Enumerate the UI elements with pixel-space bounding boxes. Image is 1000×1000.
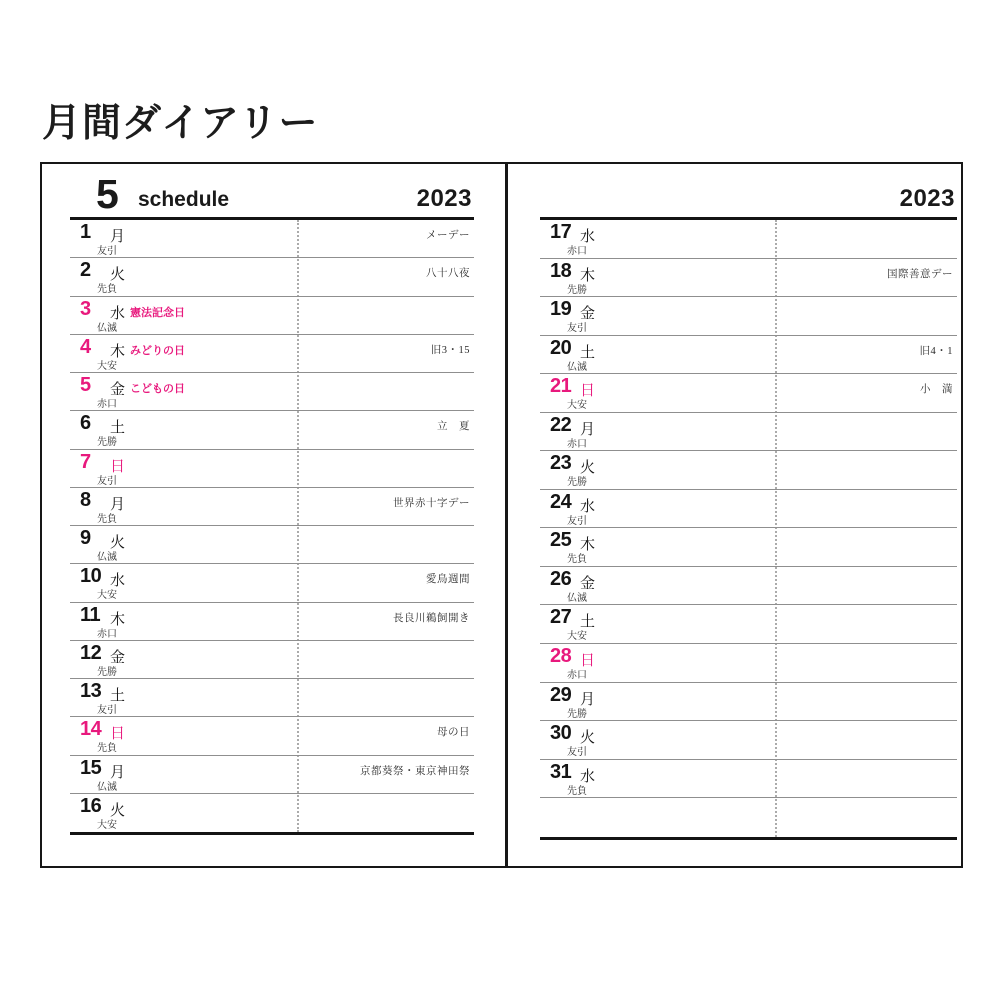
rokuyo-label: 友引 bbox=[97, 475, 117, 487]
day-row bbox=[540, 644, 957, 683]
day-number: 1 bbox=[80, 221, 91, 243]
rokuyo-label: 仏滅 bbox=[97, 322, 117, 334]
rokuyo-label: 友引 bbox=[567, 515, 587, 527]
event-label: 小 満 bbox=[920, 384, 953, 396]
weekday-label: 木 bbox=[110, 343, 126, 360]
rokuyo-label: 赤口 bbox=[567, 438, 587, 450]
weekday-label: 日 bbox=[580, 383, 596, 400]
day-row bbox=[70, 297, 474, 335]
rokuyo-label: 大安 bbox=[97, 590, 117, 602]
rokuyo-label: 先負 bbox=[567, 554, 587, 566]
day-number: 29 bbox=[550, 683, 572, 706]
day-number: 14 bbox=[80, 718, 102, 741]
day-row bbox=[540, 297, 957, 336]
weekday-label: 水 bbox=[110, 305, 126, 322]
day-number: 30 bbox=[550, 722, 572, 745]
rokuyo-label: 赤口 bbox=[567, 246, 587, 257]
day-row bbox=[70, 488, 474, 526]
day-number: 23 bbox=[550, 452, 572, 475]
day-row bbox=[540, 374, 957, 413]
day-row bbox=[540, 760, 957, 799]
rokuyo-label: 赤口 bbox=[567, 670, 587, 682]
day-row bbox=[70, 373, 474, 411]
day-number: 27 bbox=[550, 606, 572, 629]
day-number: 25 bbox=[550, 529, 572, 552]
day-row bbox=[70, 258, 474, 296]
rokuyo-label: 仏滅 bbox=[567, 361, 587, 373]
event-label: 旧3・15 bbox=[430, 344, 470, 356]
event-label: 長良川鵜飼開き bbox=[393, 612, 470, 624]
rokuyo-label: 大安 bbox=[567, 400, 587, 412]
rokuyo-label: 先負 bbox=[97, 284, 117, 296]
empty-row bbox=[540, 798, 957, 837]
day-number: 18 bbox=[550, 259, 572, 282]
day-row bbox=[540, 220, 957, 259]
diary-spread bbox=[40, 162, 963, 868]
day-row bbox=[540, 567, 957, 606]
rokuyo-label: 先勝 bbox=[567, 477, 587, 489]
day-number: 13 bbox=[80, 680, 102, 702]
day-number: 7 bbox=[80, 450, 91, 473]
day-row bbox=[70, 603, 474, 641]
weekday-label: 日 bbox=[580, 653, 596, 670]
schedule-label: schedule bbox=[138, 188, 230, 211]
rokuyo-label: 先勝 bbox=[567, 708, 587, 720]
day-number: 31 bbox=[550, 760, 572, 783]
weekday-label: 火 bbox=[580, 460, 596, 477]
rokuyo-label: 友引 bbox=[97, 246, 117, 257]
weekday-label: 金 bbox=[110, 382, 126, 398]
rokuyo-label: 先負 bbox=[97, 513, 117, 525]
day-number: 12 bbox=[80, 641, 102, 664]
right-page bbox=[540, 164, 957, 840]
rokuyo-label: 赤口 bbox=[97, 628, 117, 640]
day-number: 17 bbox=[550, 221, 572, 243]
weekday-label: 月 bbox=[110, 229, 126, 245]
left-page-header bbox=[70, 164, 474, 220]
day-row bbox=[70, 794, 474, 832]
day-row bbox=[70, 220, 474, 258]
event-label: 世界赤十字デー bbox=[393, 497, 470, 509]
event-label: 国際善意デー bbox=[887, 268, 953, 280]
day-row bbox=[70, 450, 474, 488]
day-row bbox=[70, 679, 474, 717]
day-row bbox=[540, 683, 957, 722]
day-number: 19 bbox=[550, 298, 572, 321]
rokuyo-label: 友引 bbox=[567, 323, 587, 335]
day-number: 22 bbox=[550, 413, 572, 436]
rokuyo-label: 大安 bbox=[97, 360, 117, 372]
day-number: 2 bbox=[80, 259, 91, 282]
day-number: 21 bbox=[550, 375, 572, 398]
month-number: 5 bbox=[96, 171, 119, 217]
page-title: 月間ダイアリー bbox=[42, 102, 319, 145]
day-number: 26 bbox=[550, 567, 572, 590]
rokuyo-label: 仏滅 bbox=[567, 592, 587, 604]
holiday-label: 憲法記念日 bbox=[130, 306, 185, 319]
event-label: 立 夏 bbox=[437, 421, 470, 433]
day-number: 9 bbox=[80, 527, 91, 549]
year-label: 2023 bbox=[899, 185, 955, 212]
weekday-label: 土 bbox=[580, 344, 596, 361]
weekday-label: 日 bbox=[110, 726, 126, 743]
weekday-label: 金 bbox=[110, 649, 126, 666]
day-number: 24 bbox=[550, 490, 572, 513]
weekday-label: 火 bbox=[580, 730, 596, 747]
rokuyo-label: 先負 bbox=[567, 785, 587, 797]
rokuyo-label: 赤口 bbox=[97, 399, 117, 410]
weekday-label: 水 bbox=[580, 498, 596, 515]
day-row bbox=[540, 259, 957, 298]
weekday-label: 土 bbox=[110, 420, 126, 437]
event-label: メーデー bbox=[426, 230, 470, 241]
year-label: 2023 bbox=[416, 185, 472, 212]
rokuyo-label: 仏滅 bbox=[97, 781, 117, 793]
left-page bbox=[70, 164, 474, 835]
weekday-label: 月 bbox=[580, 421, 596, 438]
event-label: 八十八夜 bbox=[426, 268, 470, 280]
weekday-label: 木 bbox=[580, 267, 596, 284]
day-number: 20 bbox=[550, 336, 572, 359]
weekday-label: 水 bbox=[580, 768, 596, 785]
weekday-label: 水 bbox=[110, 573, 126, 590]
weekday-label: 木 bbox=[580, 537, 596, 554]
day-row bbox=[70, 335, 474, 373]
rokuyo-label: 先勝 bbox=[97, 666, 117, 678]
holiday-label: こどもの日 bbox=[130, 383, 185, 395]
day-row bbox=[540, 413, 957, 452]
day-row bbox=[70, 411, 474, 449]
right-day-table bbox=[540, 220, 957, 840]
day-number: 8 bbox=[80, 488, 91, 511]
day-number: 5 bbox=[80, 374, 91, 396]
rokuyo-label: 大安 bbox=[567, 631, 587, 643]
event-label: 京都葵祭・東京神田祭 bbox=[360, 765, 470, 777]
rokuyo-label: 友引 bbox=[567, 747, 587, 759]
weekday-label: 土 bbox=[110, 688, 126, 704]
rokuyo-label: 仏滅 bbox=[97, 552, 117, 563]
rokuyo-label: 先勝 bbox=[97, 437, 117, 449]
rokuyo-label: 大安 bbox=[97, 819, 117, 831]
day-row bbox=[540, 336, 957, 375]
right-page-header bbox=[540, 164, 957, 220]
day-row bbox=[540, 451, 957, 490]
day-number: 16 bbox=[80, 794, 102, 817]
weekday-label: 日 bbox=[110, 458, 126, 475]
page-gutter-line bbox=[505, 164, 508, 866]
day-row bbox=[70, 641, 474, 679]
weekday-label: 火 bbox=[110, 535, 126, 551]
day-number: 28 bbox=[550, 645, 572, 668]
day-number: 3 bbox=[80, 297, 91, 320]
day-row bbox=[70, 564, 474, 602]
day-number: 11 bbox=[80, 603, 101, 626]
day-number: 6 bbox=[80, 412, 91, 435]
weekday-label: 金 bbox=[580, 306, 596, 323]
day-row bbox=[540, 721, 957, 760]
event-label: 母の日 bbox=[437, 727, 470, 739]
day-row bbox=[70, 717, 474, 755]
day-number: 4 bbox=[80, 335, 91, 358]
weekday-label: 月 bbox=[110, 496, 126, 513]
rokuyo-label: 先負 bbox=[97, 743, 117, 755]
weekday-label: 月 bbox=[580, 691, 596, 708]
weekday-label: 火 bbox=[110, 802, 126, 819]
weekday-label: 水 bbox=[580, 229, 596, 245]
day-row bbox=[540, 490, 957, 529]
event-label: 旧4・1 bbox=[919, 345, 953, 357]
day-number: 10 bbox=[80, 565, 102, 588]
weekday-label: 木 bbox=[110, 611, 126, 628]
rokuyo-label: 友引 bbox=[97, 705, 117, 716]
weekday-label: 金 bbox=[580, 575, 596, 592]
day-number: 15 bbox=[80, 756, 102, 779]
left-day-table bbox=[70, 220, 474, 835]
event-label: 愛鳥週間 bbox=[426, 574, 470, 586]
rokuyo-label: 先勝 bbox=[567, 284, 587, 296]
day-row bbox=[70, 756, 474, 794]
weekday-label: 月 bbox=[110, 764, 126, 781]
day-row bbox=[540, 528, 957, 567]
day-row bbox=[540, 605, 957, 644]
day-row bbox=[70, 526, 474, 564]
holiday-label: みどりの日 bbox=[130, 344, 185, 357]
weekday-label: 火 bbox=[110, 267, 126, 284]
weekday-label: 土 bbox=[580, 614, 596, 631]
